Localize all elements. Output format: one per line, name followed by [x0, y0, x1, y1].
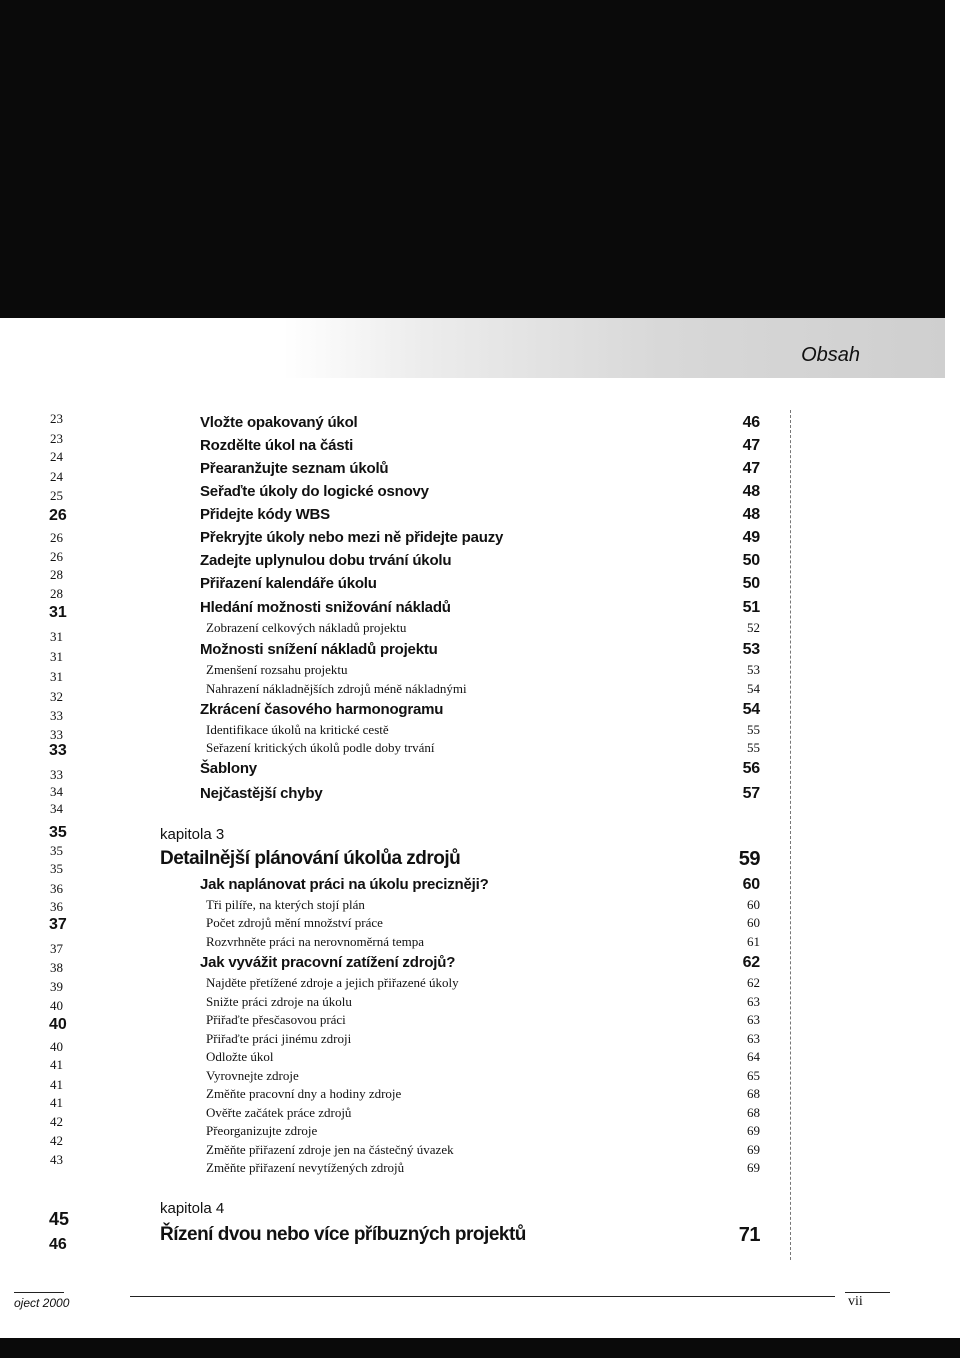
toc-entry-title: Přearanžujte seznam úkolů: [200, 460, 389, 477]
toc-entry-title: Seřaďte úkoly do logické osnovy: [200, 483, 429, 500]
left-page-number: 34: [50, 784, 63, 799]
left-page-number: 33: [50, 727, 63, 742]
footer-rule: [14, 1292, 64, 1293]
left-page-number: 45: [49, 1209, 70, 1229]
toc-entry-page: 52: [747, 620, 760, 635]
toc-entry-title: Přidejte kódy WBS: [200, 506, 330, 523]
left-page-number: 43: [50, 1152, 63, 1167]
footer-rule: [845, 1292, 890, 1293]
left-page-number: 40: [50, 1039, 63, 1054]
toc-entry-page: 56: [742, 760, 760, 777]
toc-entry-title: Možnosti snížení nákladů projektu: [200, 641, 438, 658]
left-page-number: 33: [49, 742, 67, 759]
toc-entry-title: Nahrazení nákladnějších zdrojů méně nákladnými: [206, 681, 467, 696]
left-page-number: 35: [50, 843, 63, 858]
chapter-page: 59: [738, 848, 760, 870]
toc-entry-page: 53: [747, 662, 760, 677]
toc-entry-page: 54: [747, 681, 760, 696]
toc-entry-page: 63: [747, 1031, 760, 1046]
left-page-number: 39: [50, 979, 63, 994]
left-page-number: 23: [50, 431, 63, 446]
toc-entry-page: 57: [742, 785, 760, 802]
toc-entry-title: Zadejte uplynulou dobu trvání úkolu: [200, 552, 452, 569]
toc-entry-page: 64: [747, 1049, 760, 1064]
left-page-number: 42: [50, 1133, 63, 1148]
toc-entry-title: Přiřazení kalendáře úkolu: [200, 575, 377, 592]
toc-entry-page: 55: [747, 722, 760, 737]
toc-entry-page: 49: [742, 529, 760, 546]
left-page-number: 24: [50, 449, 63, 464]
left-page-number: 26: [49, 507, 67, 524]
left-page-number: 26: [50, 530, 63, 545]
left-page-number: 46: [49, 1236, 67, 1253]
toc-entry-page: 68: [747, 1086, 760, 1101]
toc-entry-page: 60: [747, 897, 760, 912]
left-page-number: 28: [50, 586, 63, 601]
toc-entry-title: Přiřaďte práci jinému zdroji: [206, 1031, 352, 1046]
toc-entry-title: Tři pilíře, na kterých stojí plán: [206, 897, 365, 912]
left-page-number: 42: [50, 1114, 63, 1129]
toc-entry-title: Změňte pracovní dny a hodiny zdroje: [206, 1086, 402, 1101]
chapter-label: kapitola 4: [160, 1200, 225, 1217]
toc-entry-page: 60: [747, 915, 760, 930]
left-page-number: 41: [50, 1095, 63, 1110]
scan-dark-band: [0, 0, 945, 318]
chapter-title-text: Detailnější plánování úkolůa zdrojů: [160, 848, 461, 869]
toc-entry-title: Zobrazení celkových nákladů projektu: [206, 620, 407, 635]
toc-entry-page: 69: [747, 1123, 760, 1138]
left-page-number: 37: [49, 916, 67, 933]
left-page-number: 37: [50, 941, 63, 956]
toc-entry-page: 68: [747, 1105, 760, 1120]
left-page-number: 31: [49, 604, 67, 621]
left-page-number: 24: [50, 469, 63, 484]
left-page-number: 36: [50, 899, 63, 914]
margin-dashed-line: [790, 410, 791, 1260]
left-page-number: 33: [50, 767, 63, 782]
toc-entry-title: Odložte úkol: [206, 1049, 274, 1064]
left-page-number: 28: [50, 567, 63, 582]
left-page-number: 31: [50, 649, 63, 664]
toc-entry-title: Změňte přiřazení nevytížených zdrojů: [206, 1160, 405, 1175]
toc-entry-title: Zkrácení časového harmonogramu: [200, 701, 444, 718]
left-page-number: 31: [50, 669, 63, 684]
toc-entry-page: 54: [742, 701, 760, 718]
left-page-number: 36: [50, 881, 63, 896]
toc-entry-page: 62: [742, 954, 760, 971]
toc-entry-page: 48: [742, 506, 760, 523]
toc-entry-page: 51: [742, 599, 760, 616]
toc-entry-page: 65: [747, 1068, 760, 1083]
left-page-number: 25: [50, 488, 63, 503]
toc-entry-page: 69: [747, 1142, 760, 1157]
left-page-number: 33: [50, 708, 63, 723]
left-page-number: 40: [50, 998, 63, 1013]
toc-entry-page: 47: [742, 460, 760, 477]
toc-entry-title: Vyrovnejte zdroje: [206, 1068, 299, 1083]
toc-entry-page: 48: [742, 483, 760, 500]
toc-entry-page: 50: [742, 575, 760, 592]
toc-entry-title: Ověřte začátek práce zdrojů: [206, 1105, 352, 1120]
toc-entry-page: 61: [747, 934, 760, 949]
toc-entry-page: 55: [747, 740, 760, 755]
left-page-number: 38: [50, 960, 63, 975]
footer-rule: [130, 1296, 835, 1297]
toc-entry-page: 63: [747, 1012, 760, 1027]
toc-entry-page: 50: [742, 552, 760, 569]
left-page-number: 40: [49, 1016, 67, 1033]
toc-entry-title: Jak naplánovat práci na úkolu precizněji?: [200, 876, 489, 893]
toc-entry-title: Seřazení kritických úkolů podle doby trvání: [206, 740, 435, 755]
scan-dark-band-bottom: [0, 1338, 960, 1358]
left-page-number: 32: [50, 689, 63, 704]
footer-page-number: vii: [848, 1294, 863, 1309]
toc-entry-title: Jak vyvážit pracovní zatížení zdrojů?: [200, 954, 456, 971]
chapter-title-text: Řízení dvou nebo více příbuzných projektů: [160, 1224, 526, 1245]
toc-entry-page: 53: [742, 641, 760, 658]
toc-entry-page: 60: [742, 876, 760, 893]
chapter-page: 71: [738, 1224, 760, 1246]
page-title: Obsah: [801, 344, 860, 366]
left-page-number: 31: [50, 629, 63, 644]
toc-entry-title: Rozvrhněte práci na nerovnoměrná tempa: [206, 934, 425, 949]
toc-entry-title: Hledání možnosti snižování nákladů: [200, 599, 451, 616]
toc-entry-title: Přeorganizujte zdroje: [206, 1123, 318, 1138]
toc-entry-page: 47: [742, 437, 760, 454]
toc-entry-title: Vložte opakovaný úkol: [200, 414, 358, 431]
footer-running-title: oject 2000: [14, 1296, 70, 1310]
left-page-number: 26: [50, 549, 63, 564]
toc-entry-title: Šablony: [200, 760, 257, 777]
toc-entry-title: Rozdělte úkol na části: [200, 437, 354, 454]
toc-entry-title: Počet zdrojů mění množství práce: [206, 915, 383, 930]
toc-entry-page: 69: [747, 1160, 760, 1175]
toc-entry-title: Přiřaďte přesčasovou práci: [206, 1012, 346, 1027]
toc-entry-title: Identifikace úkolů na kritické cestě: [206, 722, 389, 737]
left-page-number: 41: [50, 1057, 63, 1072]
toc-entry-title: Změňte přiřazení zdroje jen na částečný úvazek: [206, 1142, 454, 1157]
left-page-number: 35: [50, 861, 63, 876]
chapter-label: kapitola 3: [160, 826, 225, 843]
toc-entry-page: 62: [747, 975, 760, 990]
toc-entry-title: Najděte přetížené zdroje a jejich přiřazené úkoly: [206, 975, 459, 990]
toc-entry-page: 63: [747, 994, 760, 1009]
left-page-number: 41: [50, 1077, 63, 1092]
left-page-number: 23: [50, 411, 63, 426]
toc-entry-title: Nejčastější chyby: [200, 785, 323, 802]
toc-entry-title: Překryjte úkoly nebo mezi ně přidejte pauzy: [200, 529, 504, 546]
left-page-number: 34: [50, 801, 63, 816]
toc-entry-title: Snižte práci zdroje na úkolu: [206, 994, 352, 1009]
toc-entry-page: 46: [742, 414, 760, 431]
toc-entry-title: Zmenšení rozsahu projektu: [206, 662, 348, 677]
left-page-number: 35: [49, 824, 67, 841]
